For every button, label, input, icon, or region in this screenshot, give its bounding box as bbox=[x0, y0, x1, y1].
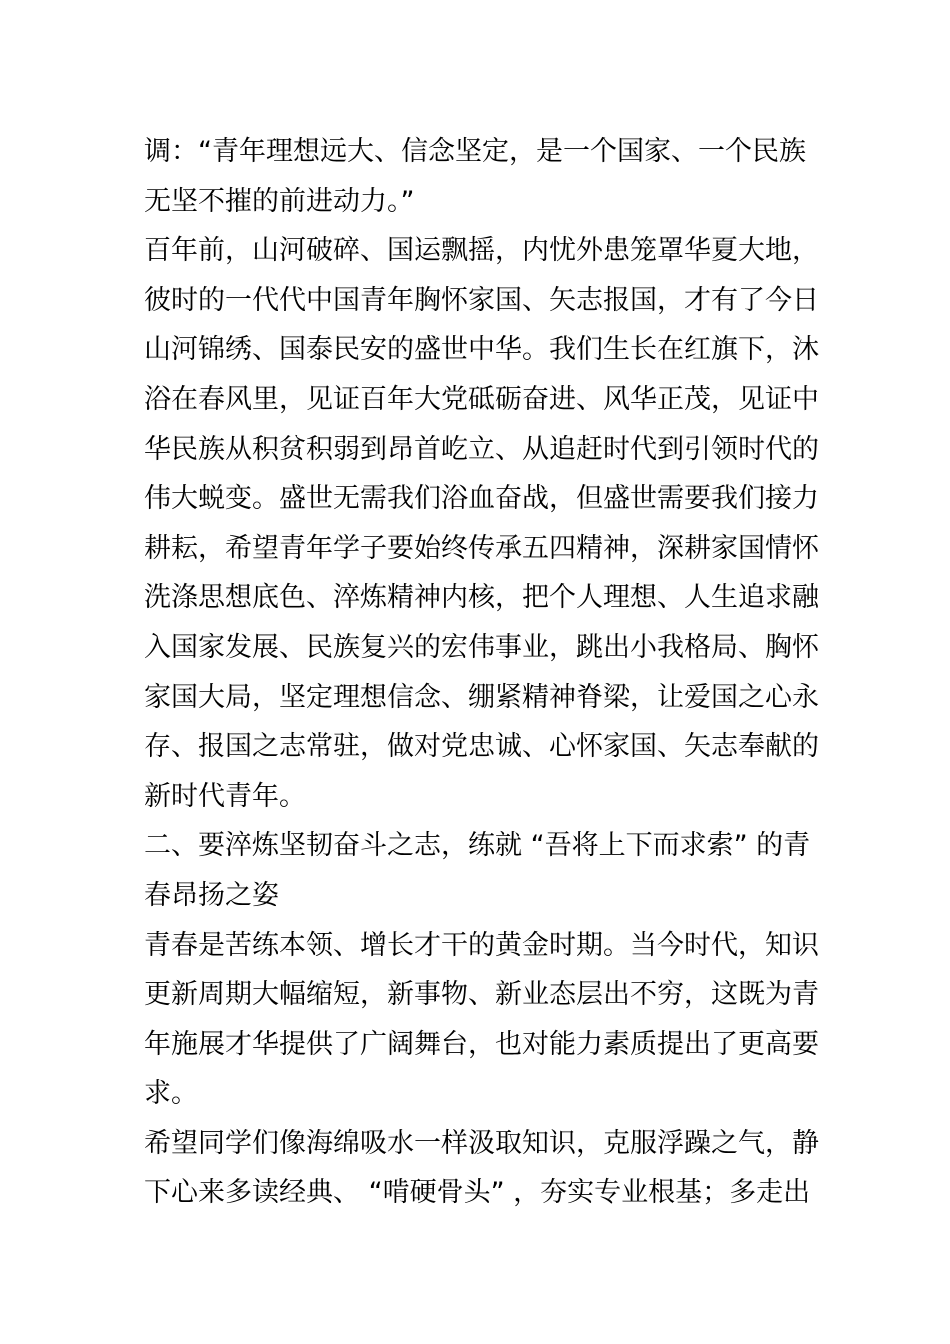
text-line: 华民族从积贫积弱到昂首屹立、从追赶时代到引领时代的 bbox=[144, 433, 819, 465]
text-line: 调：“青年理想远大、信念坚定，是一个国家、一个民族 bbox=[144, 136, 806, 167]
text-line: 彼时的一代代中国青年胸怀家国、矢志报国，才有了今日 bbox=[144, 284, 819, 316]
text-line: 青春是苦练本领、增长才干的黄金时期。当今时代，知识 bbox=[144, 929, 819, 961]
text-line: 家国大局，坚定理想信念、绷紧精神脊梁，让爱国之心永 bbox=[144, 681, 819, 713]
section-heading-line: 春昂扬之姿 bbox=[144, 879, 279, 911]
text-line: 洗涤思想底色、淬炼精神内核，把个人理想、人生追求融 bbox=[144, 582, 819, 614]
text-line: 山河锦绣、国泰民安的盛世中华。我们生长在红旗下，沐 bbox=[144, 334, 819, 366]
text-line: 存、报国之志常驻，做对党忠诚、心怀家国、矢志奉献的 bbox=[144, 731, 819, 763]
text-line: 新时代青年。 bbox=[144, 780, 306, 812]
text-line: 求。 bbox=[144, 1078, 198, 1110]
text-line: 百年前，山河破碎、国运飘摇，内忧外患笼罩华夏大地， bbox=[144, 235, 819, 267]
body-text bbox=[144, 127, 824, 1218]
text-line: 耕耘，希望青年学子要始终传承五四精神，深耕家国情怀 bbox=[144, 532, 819, 564]
text-line: 无坚不摧的前进动力。” bbox=[144, 185, 415, 217]
text-line: 浴在春风里，见证百年大党砥砺奋进、风华正茂，见证中 bbox=[144, 383, 819, 415]
text-line: 年施展才华提供了广阔舞台，也对能力素质提出了更高要 bbox=[144, 1028, 819, 1060]
section-heading-line: 二、要淬炼坚韧奋斗之志，练就 “吾将上下而求索” 的青 bbox=[144, 830, 811, 862]
text-line: 下心来多读经典、 “啃硬骨头” ，夯实专业根基；多走出 bbox=[144, 1177, 811, 1209]
text-line: 入国家发展、民族复兴的宏伟事业，跳出小我格局、胸怀 bbox=[144, 631, 819, 663]
text-line: 更新周期大幅缩短，新事物、新业态层出不穷，这既为青 bbox=[144, 979, 819, 1011]
text-line: 希望同学们像海绵吸水一样汲取知识，克服浮躁之气，静 bbox=[144, 1127, 819, 1159]
text-line: 伟大蜕变。盛世无需我们浴血奋战，但盛世需要我们接力 bbox=[144, 483, 819, 515]
